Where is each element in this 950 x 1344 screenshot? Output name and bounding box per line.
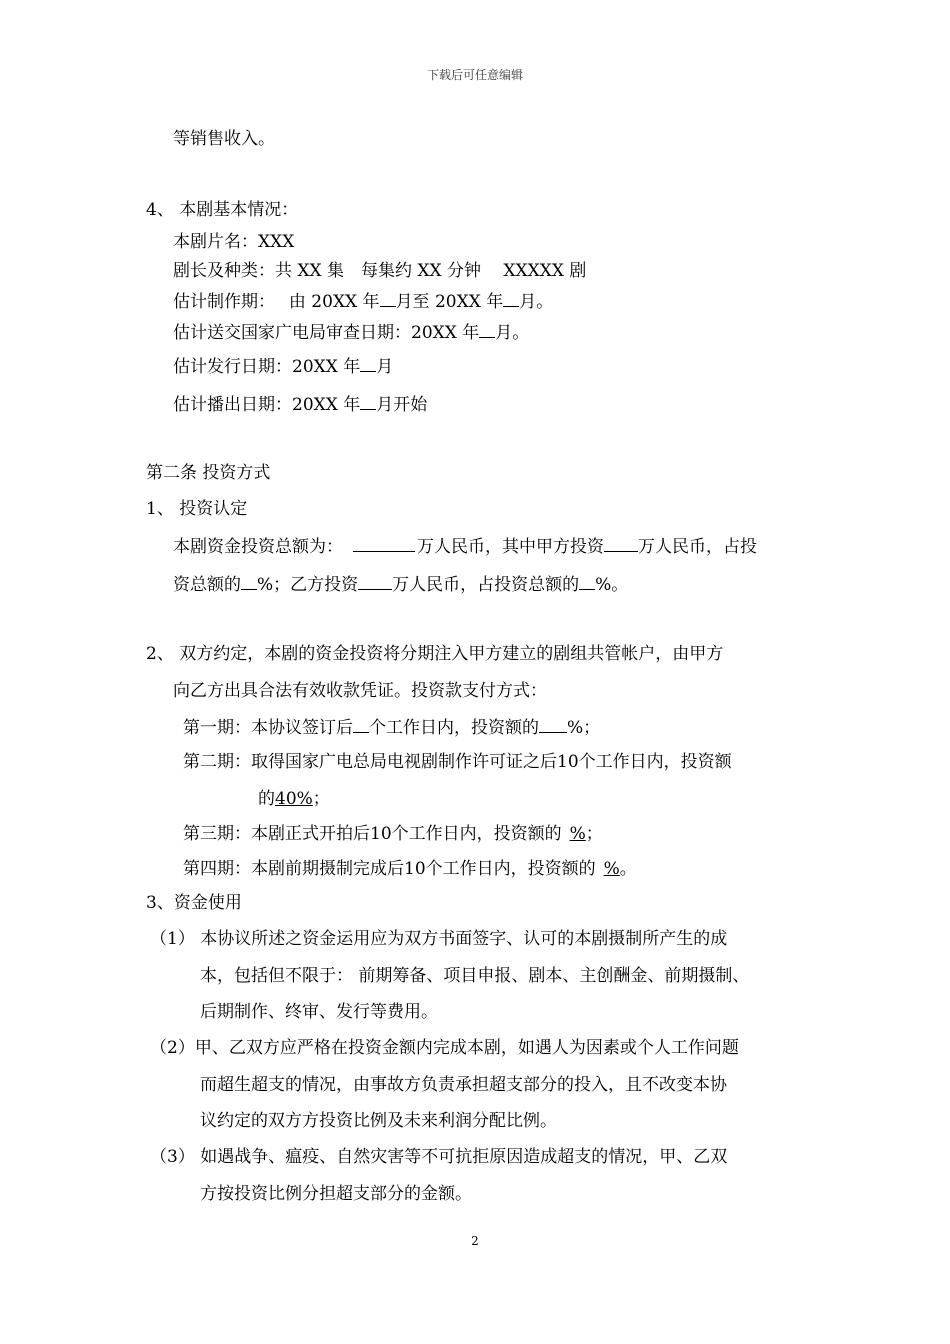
text-line bbox=[183, 823, 603, 845]
text-line: 后期制作、终审、发行等费用。 bbox=[200, 1002, 438, 1022]
text-segment: 估计播出日期：20XX 年 bbox=[173, 395, 361, 415]
text-line bbox=[183, 858, 637, 880]
blank-underline bbox=[241, 572, 257, 590]
text-line: 向乙方出具合法有效收款凭证。投资款支付方式： bbox=[173, 681, 547, 701]
text-line bbox=[173, 354, 393, 378]
blank-underline bbox=[579, 572, 595, 590]
text-segment: 月 bbox=[376, 357, 394, 377]
text-segment: 本剧资金投资总额为： bbox=[173, 537, 343, 557]
text-line: （3） 如遇战争、瘟疫、自然灾害等不可抗拒原因造成超支的情况，甲、乙双 bbox=[150, 1147, 728, 1167]
text-segment: 月。 bbox=[519, 292, 554, 312]
text-segment: 第四期：本剧前期摄制完成后10个工作日内，投资额的 bbox=[183, 859, 596, 879]
text-line bbox=[173, 392, 427, 416]
section-heading: 4、 本剧基本情况： bbox=[146, 200, 299, 220]
text-segment: %；乙方投资 bbox=[257, 575, 359, 595]
blank-underline bbox=[479, 320, 495, 338]
text-segment: 个工作日内，投资额的 bbox=[369, 718, 539, 738]
text-segment: 估计制作期： 由 20XX 年 bbox=[173, 292, 380, 312]
section-heading: 2、 双方约定，本剧的资金投资将分期注入甲方建立的剧组共管帐户，由甲方 bbox=[146, 644, 724, 664]
page-number: 2 bbox=[471, 1234, 479, 1248]
blank-underline bbox=[380, 289, 396, 307]
text-segment: 月至 20XX 年 bbox=[395, 292, 504, 312]
text-segment: ； bbox=[585, 824, 603, 844]
text-segment: 第三期：本剧正式开拍后10个工作日内，投资额的 bbox=[183, 824, 562, 844]
text-segment: 月开始 bbox=[376, 395, 428, 415]
text-segment: 万人民币，占投资总额的 bbox=[392, 575, 580, 595]
text-line bbox=[173, 572, 628, 596]
underlined-value: % bbox=[603, 859, 620, 879]
text-segment: 估计送交国家广电局审查日期：20XX 年 bbox=[173, 323, 480, 343]
text-segment: 。 bbox=[619, 859, 637, 879]
text-line: 而超生超支的情况，由事故方负责承担超支部分的投入，且不改变本协 bbox=[200, 1075, 727, 1095]
text-line: 剧长及种类：共 XX 集 每集约 XX 分钟 XXXXX 剧 bbox=[173, 261, 587, 281]
blank-underline bbox=[353, 715, 369, 733]
text-segment: %。 bbox=[595, 575, 629, 595]
text-line: （2）甲、乙双方应严格在投资金额内完成本剧，如遇人为因素或个人工作问题 bbox=[150, 1038, 739, 1058]
text-line: 方按投资比例分担超支部分的金额。 bbox=[200, 1184, 472, 1204]
text-segment: 万人民币，占投 bbox=[638, 537, 757, 557]
underlined-value: % bbox=[569, 824, 586, 844]
section-heading: 3、资金使用 bbox=[146, 893, 242, 913]
blank-underline bbox=[360, 392, 376, 410]
text-line: （1） 本协议所述之资金运用应为双方书面签字、认可的本剧摄制所产生的成 bbox=[150, 929, 728, 949]
text-segment: 万人民币，其中甲方投资 bbox=[417, 537, 604, 557]
text-line bbox=[173, 534, 757, 558]
underlined-value: 40% bbox=[275, 789, 313, 809]
blank-underline bbox=[353, 534, 415, 552]
text-segment: 的 bbox=[258, 789, 275, 809]
text-line bbox=[173, 320, 529, 344]
text-line: 议约定的双方方投资比例及未来利润分配比例。 bbox=[200, 1111, 557, 1131]
text-line: 第二期：取得国家广电总局电视剧制作许可证之后10个工作日内，投资额 bbox=[183, 752, 732, 772]
text-segment: 估计发行日期：20XX 年 bbox=[173, 357, 361, 377]
text-segment: 第一期：本协议签订后 bbox=[183, 718, 353, 738]
text-line bbox=[173, 289, 553, 313]
text-segment: 月。 bbox=[495, 323, 530, 343]
text-segment: ； bbox=[312, 789, 330, 809]
blank-underline bbox=[358, 572, 392, 590]
blank-underline bbox=[604, 534, 638, 552]
section-heading: 1、 投资认定 bbox=[146, 499, 248, 519]
text-line bbox=[183, 715, 600, 739]
page-header: 下载后可任意编辑 bbox=[426, 68, 523, 82]
blank-underline bbox=[360, 354, 376, 372]
blank-underline bbox=[503, 289, 519, 307]
blank-underline bbox=[539, 715, 567, 733]
article-heading: 第二条 投资方式 bbox=[146, 463, 271, 483]
text-segment: %； bbox=[567, 718, 601, 738]
text-segment: 资总额的 bbox=[173, 575, 241, 595]
text-line bbox=[258, 788, 330, 810]
text-line: 本，包括但不限于： 前期筹备、项目申报、剧本、主创酬金、前期摄制、 bbox=[200, 966, 750, 986]
text-line: 本剧片名：XXX bbox=[173, 232, 295, 252]
text-line: 等销售收入。 bbox=[173, 129, 275, 149]
